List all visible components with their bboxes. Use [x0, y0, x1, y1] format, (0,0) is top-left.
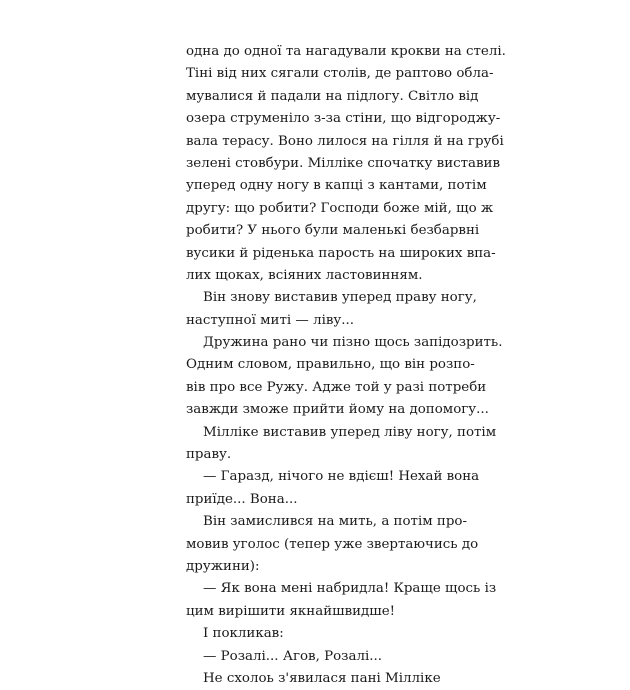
- text-line-cutoff: Не схолоь з'явилася пані Мілліке: [203, 670, 441, 686]
- text-line: озера струменіло з-за стіни, що відгороджу-: [186, 111, 501, 127]
- text-line: мовив уголос (тепер уже звертаючись до: [186, 536, 479, 552]
- text-line: — Як вона мені набридла! Краще щось із: [203, 581, 497, 597]
- text-line: цим вирішити якнайшвидше!: [186, 603, 396, 619]
- text-line: — Гаразд, нічого не вдієш! Нехай вона: [203, 469, 480, 485]
- text-line: Він знову виставив уперед праву ногу,: [203, 290, 477, 306]
- text-line: І покликав:: [203, 626, 284, 642]
- text-line: праву.: [186, 447, 232, 463]
- text-line: Дружина рано чи пізно щось запідозрить.: [203, 335, 503, 351]
- text-line: Одним словом, правильно, що він розпо-: [186, 357, 475, 373]
- text-line: Він замислився на мить, а потім про-: [203, 514, 467, 530]
- text-line: Тіні від них сягали столів, де раптово обла-: [186, 66, 494, 82]
- text-line: лих щоках, всіяних ластовинням.: [186, 267, 423, 283]
- text-line: вусики й ріденька парость на широких впа-: [186, 245, 496, 261]
- text-line: уперед одну ногу в капці з кантами, потім: [186, 178, 487, 194]
- text-line: Мілліке виставив уперед ліву ногу, потім: [203, 424, 497, 440]
- text-line: наступної миті — ліву...: [186, 312, 355, 328]
- text-line: зелені стовбури. Мілліке спочатку виставив: [186, 155, 501, 171]
- text-line: одна до одної та нагадували крокви на стелі.: [186, 44, 506, 59]
- text-line: завжди зможе прийти йому на допомогу...: [186, 402, 489, 418]
- page-text: [186, 41, 506, 686]
- text-line: — Розалі... Агов, Розалі...: [203, 648, 383, 664]
- text-line: дружини):: [186, 558, 260, 574]
- text-line: вів про все Ружу. Адже той у разі потреби: [186, 379, 487, 395]
- text-line: вала терасу. Воно лилося на гілля й на грубі: [186, 133, 504, 149]
- text-line: мувалися й падали на підлогу. Світло від: [186, 88, 479, 104]
- text-line: робити? У нього були маленькі безбарвні: [186, 223, 480, 239]
- text-line: приїде... Вона...: [186, 491, 298, 507]
- text-line: другу: що робити? Господи боже мій, що ж: [186, 200, 494, 216]
